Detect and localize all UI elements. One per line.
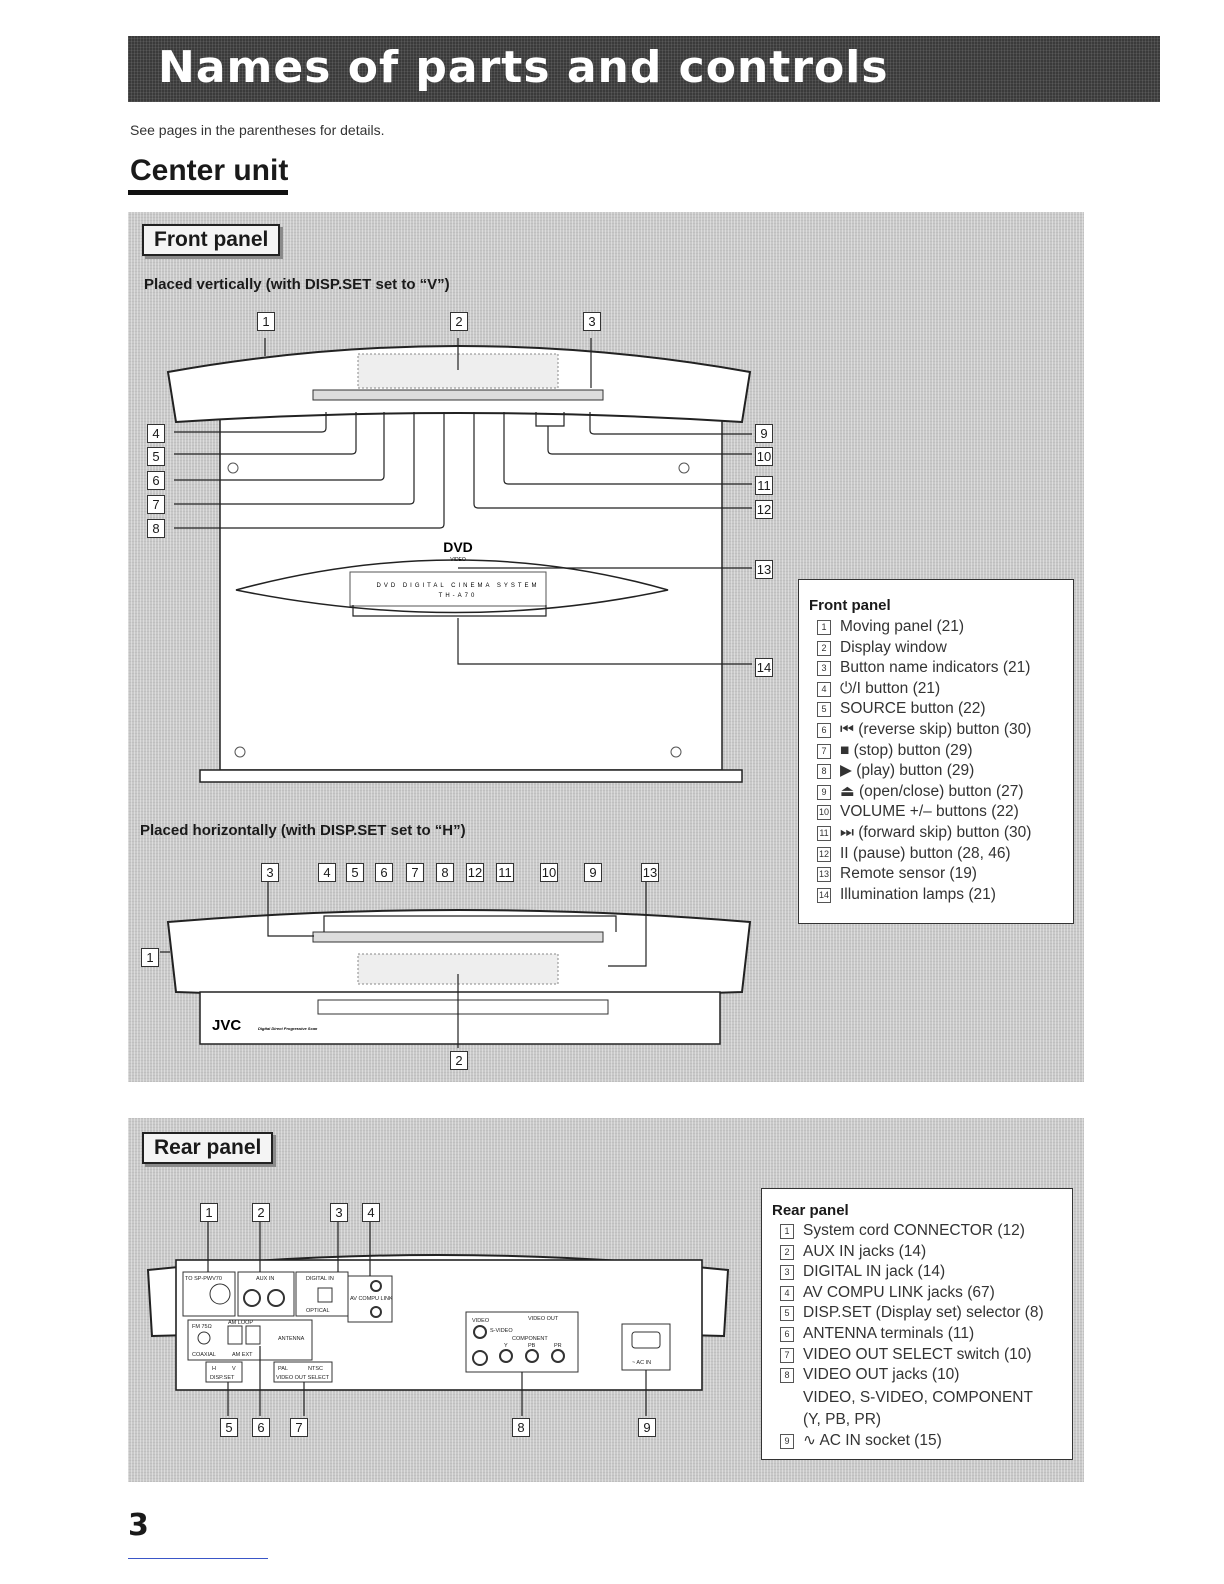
slogan-text: Digital Direct Progressive Scan xyxy=(258,1026,318,1031)
front-legend-item-text: ⏏ (open/close) button (27) xyxy=(840,782,1024,800)
callout-5: 5 xyxy=(147,447,165,466)
front-legend-title: Front panel xyxy=(809,597,891,614)
rear-legend-item-text: AUX IN jacks (14) xyxy=(803,1242,927,1260)
intro-note: See pages in the parentheses for details. xyxy=(130,122,385,138)
callout-h-13: 13 xyxy=(642,865,658,880)
label-video: VIDEO xyxy=(472,1318,490,1324)
front-legend-item xyxy=(817,617,1031,638)
callout-9: 9 xyxy=(755,424,773,443)
front-legend-item xyxy=(817,864,1031,885)
label-pr: PR xyxy=(554,1343,562,1349)
front-legend-item-text: Button name indicators (21) xyxy=(840,659,1031,677)
front-legend-list xyxy=(817,617,1031,905)
rear-legend-item xyxy=(780,1283,1044,1304)
rear-legend-item-number: 6 xyxy=(780,1327,794,1342)
rear-legend-item-number: 9 xyxy=(780,1434,794,1449)
rear-legend-item xyxy=(780,1303,1044,1324)
callout-3: 3 xyxy=(583,312,601,331)
rear-legend-item-text: VIDEO OUT jacks (10) xyxy=(803,1366,960,1384)
label-to-sp: TO SP-PWV70 xyxy=(185,1276,222,1282)
rear-legend xyxy=(761,1188,1073,1460)
callout-h-7: 7 xyxy=(406,863,424,882)
rear-legend-item xyxy=(780,1365,1044,1386)
front-legend-item-number: 2 xyxy=(817,641,831,656)
horizontal-caption: Placed horizontally (with DISP.SET set to “H”) xyxy=(140,822,466,839)
rear-legend-item-text: System cord CONNECTOR (12) xyxy=(803,1222,1025,1239)
label-am-loop: AM LOOP xyxy=(228,1320,254,1326)
rear-legend-item-text: DIGITAL IN jack (14) xyxy=(803,1263,946,1281)
front-legend-item-text: Moving panel (21) xyxy=(840,618,965,635)
rear-legend-item-text: ANTENNA terminals (11) xyxy=(803,1324,975,1342)
callout-8: 8 xyxy=(147,519,165,538)
rear-callout-9: 9 xyxy=(638,1418,656,1437)
page-number: 3 xyxy=(128,1508,149,1543)
front-legend-item-text: ⏭ (forward skip) button (30) xyxy=(840,823,1032,841)
rear-legend-item-number: 1 xyxy=(780,1224,794,1239)
model-text: TH-A70 xyxy=(438,593,478,599)
callout-h-6: 6 xyxy=(375,863,393,882)
front-legend-item xyxy=(817,844,1031,865)
front-legend-item xyxy=(817,658,1031,679)
callout-h-4: 4 xyxy=(318,863,336,882)
label-ac-in: ~ AC IN xyxy=(632,1360,652,1366)
rear-callout-5: 5 xyxy=(220,1418,238,1437)
front-legend-item-number: 4 xyxy=(817,682,831,697)
label-video-out-select: VIDEO OUT SELECT xyxy=(276,1375,330,1381)
dvd-logo-sub: VIDEO xyxy=(450,557,466,563)
rear-legend-item xyxy=(780,1221,1044,1242)
front-legend-item xyxy=(817,741,1031,762)
callout-4: 4 xyxy=(147,424,165,443)
rear-legend-item xyxy=(780,1242,1044,1263)
rear-callout-6: 6 xyxy=(252,1418,270,1437)
front-panel-tag: Front panel xyxy=(142,224,280,256)
front-legend-item-text: VOLUME +/– buttons (22) xyxy=(840,803,1019,821)
rear-legend-item-text: ∿ AC IN socket (15) xyxy=(803,1431,942,1449)
label-h: H xyxy=(212,1366,216,1372)
front-legend xyxy=(798,579,1074,924)
front-legend-item-text: ⏮ (reverse skip) button (30) xyxy=(840,720,1032,738)
callout-10: 10 xyxy=(756,449,772,464)
front-legend-item-number: 12 xyxy=(817,847,831,862)
rear-legend-item xyxy=(780,1324,1044,1345)
callout-2: 2 xyxy=(450,312,468,331)
label-disp-set: DISP.SET xyxy=(210,1375,235,1381)
rear-callout-2: 2 xyxy=(252,1203,270,1222)
rear-callout-3: 3 xyxy=(330,1203,348,1222)
label-v: V xyxy=(232,1366,236,1372)
label-pal: PAL xyxy=(278,1366,288,1372)
rear-callout-7: 7 xyxy=(290,1418,308,1437)
label-optical: OPTICAL xyxy=(306,1308,330,1314)
front-legend-item-text: II (pause) button (28, 46) xyxy=(840,844,1011,862)
label-av-compu-link: AV COMPU LINK xyxy=(350,1296,393,1302)
rear-legend-item-number: 3 xyxy=(780,1265,794,1280)
front-legend-item-text: Illumination lamps (21) xyxy=(840,885,996,903)
front-legend-item xyxy=(817,720,1031,741)
title-banner xyxy=(128,36,1160,102)
callout-14: 14 xyxy=(756,660,772,675)
callout-12: 12 xyxy=(756,502,772,517)
callout-h-10: 10 xyxy=(541,865,557,880)
front-legend-item-number: 13 xyxy=(817,867,831,882)
front-legend-item-number: 1 xyxy=(817,620,831,635)
rear-legend-item-text: AV COMPU LINK jacks (67) xyxy=(803,1283,995,1301)
front-legend-item-number: 7 xyxy=(817,744,831,759)
section-title: Center unit xyxy=(130,154,289,187)
front-legend-item xyxy=(817,638,1031,659)
callout-h-5: 5 xyxy=(346,863,364,882)
label-coaxial: COAXIAL xyxy=(192,1352,216,1358)
front-legend-item-number: 3 xyxy=(817,661,831,676)
rear-panel-tag: Rear panel xyxy=(142,1132,273,1164)
front-legend-item xyxy=(817,782,1031,803)
callout-11: 11 xyxy=(755,476,773,495)
callout-6: 6 xyxy=(147,471,165,490)
front-legend-item-text: ■ (stop) button (29) xyxy=(840,741,973,759)
callout-h-11: 11 xyxy=(496,863,514,882)
label-component: COMPONENT xyxy=(512,1336,548,1342)
front-legend-item-number: 10 xyxy=(817,805,831,820)
rear-legend-item xyxy=(780,1431,1044,1452)
front-legend-item-number: 11 xyxy=(817,826,831,841)
label-aux-in: AUX IN xyxy=(256,1276,275,1282)
rear-legend-item xyxy=(780,1262,1044,1283)
rear-legend-item-number: 4 xyxy=(780,1286,794,1301)
rear-legend-item xyxy=(780,1386,1044,1409)
front-legend-item-text: SOURCE button (22) xyxy=(840,700,986,718)
rear-legend-list xyxy=(780,1221,1044,1452)
callout-13: 13 xyxy=(756,562,772,577)
rear-diagram xyxy=(128,1220,748,1450)
front-legend-item xyxy=(817,885,1031,906)
label-am-ext: AM EXT xyxy=(232,1352,253,1358)
front-vertical-diagram xyxy=(128,300,788,790)
front-legend-item-number: 9 xyxy=(817,785,831,800)
rear-legend-item-text: DISP.SET (Display set) selector (8) xyxy=(803,1304,1044,1322)
section-underline xyxy=(128,190,288,195)
rear-callout-1: 1 xyxy=(200,1203,218,1222)
rear-legend-title: Rear panel xyxy=(772,1202,849,1219)
callout-h-2: 2 xyxy=(450,1051,468,1070)
front-legend-item xyxy=(817,823,1031,844)
rear-legend-item-number: 8 xyxy=(780,1368,794,1383)
label-s-video: S-VIDEO xyxy=(490,1328,513,1334)
dvd-logo: DVD xyxy=(443,539,473,555)
front-legend-item xyxy=(817,761,1031,782)
front-legend-item-number: 5 xyxy=(817,702,831,717)
footer-rule xyxy=(128,1558,268,1559)
callout-1: 1 xyxy=(257,312,275,331)
rear-legend-item-text: (Y, PB, PR) xyxy=(803,1411,882,1429)
label-fm: FM 75Ω xyxy=(192,1324,212,1330)
front-legend-item xyxy=(817,699,1031,720)
callout-7: 7 xyxy=(147,495,165,514)
label-antenna: ANTENNA xyxy=(278,1336,305,1342)
front-legend-item-number: 14 xyxy=(817,888,831,903)
rear-legend-item-number: 7 xyxy=(780,1348,794,1363)
label-y: Y xyxy=(504,1343,508,1349)
rear-legend-item xyxy=(780,1408,1044,1431)
rear-callout-4: 4 xyxy=(362,1203,380,1222)
front-legend-item-number: 6 xyxy=(817,723,831,738)
front-legend-item-text: Display window xyxy=(840,638,947,656)
rear-legend-item-text: VIDEO, S-VIDEO, COMPONENT xyxy=(803,1388,1033,1406)
label-pb: PB xyxy=(528,1343,536,1349)
front-legend-item-text: Remote sensor (19) xyxy=(840,865,977,883)
page-title: Names of parts and controls xyxy=(158,42,889,93)
front-legend-item xyxy=(817,679,1031,700)
callout-h-8: 8 xyxy=(436,863,454,882)
front-legend-item xyxy=(817,802,1031,823)
front-legend-item-text: ⏻/I button (21) xyxy=(840,679,941,697)
rear-legend-item-number: 2 xyxy=(780,1245,794,1260)
callout-h-1: 1 xyxy=(141,948,159,967)
label-digital-in: DIGITAL IN xyxy=(306,1276,334,1282)
front-horizontal-diagram xyxy=(128,880,788,1080)
callout-h-9: 9 xyxy=(584,863,602,882)
callout-h-3: 3 xyxy=(261,863,279,882)
label-video-out: VIDEO OUT xyxy=(528,1316,559,1322)
callout-h-12: 12 xyxy=(467,865,483,880)
rear-callout-8: 8 xyxy=(512,1418,530,1437)
front-legend-item-number: 8 xyxy=(817,764,831,779)
system-text: DVD DIGITAL CINEMA SYSTEM xyxy=(376,583,540,589)
rear-legend-item-number: 5 xyxy=(780,1306,794,1321)
vertical-caption: Placed vertically (with DISP.SET set to “V”) xyxy=(144,276,450,293)
jvc-logo: JVC xyxy=(212,1017,242,1034)
rear-legend-item xyxy=(780,1345,1044,1366)
front-legend-item-text: ▶ (play) button (29) xyxy=(840,762,975,780)
rear-legend-item-text: VIDEO OUT SELECT switch (10) xyxy=(803,1345,1032,1363)
label-ntsc: NTSC xyxy=(308,1366,323,1372)
